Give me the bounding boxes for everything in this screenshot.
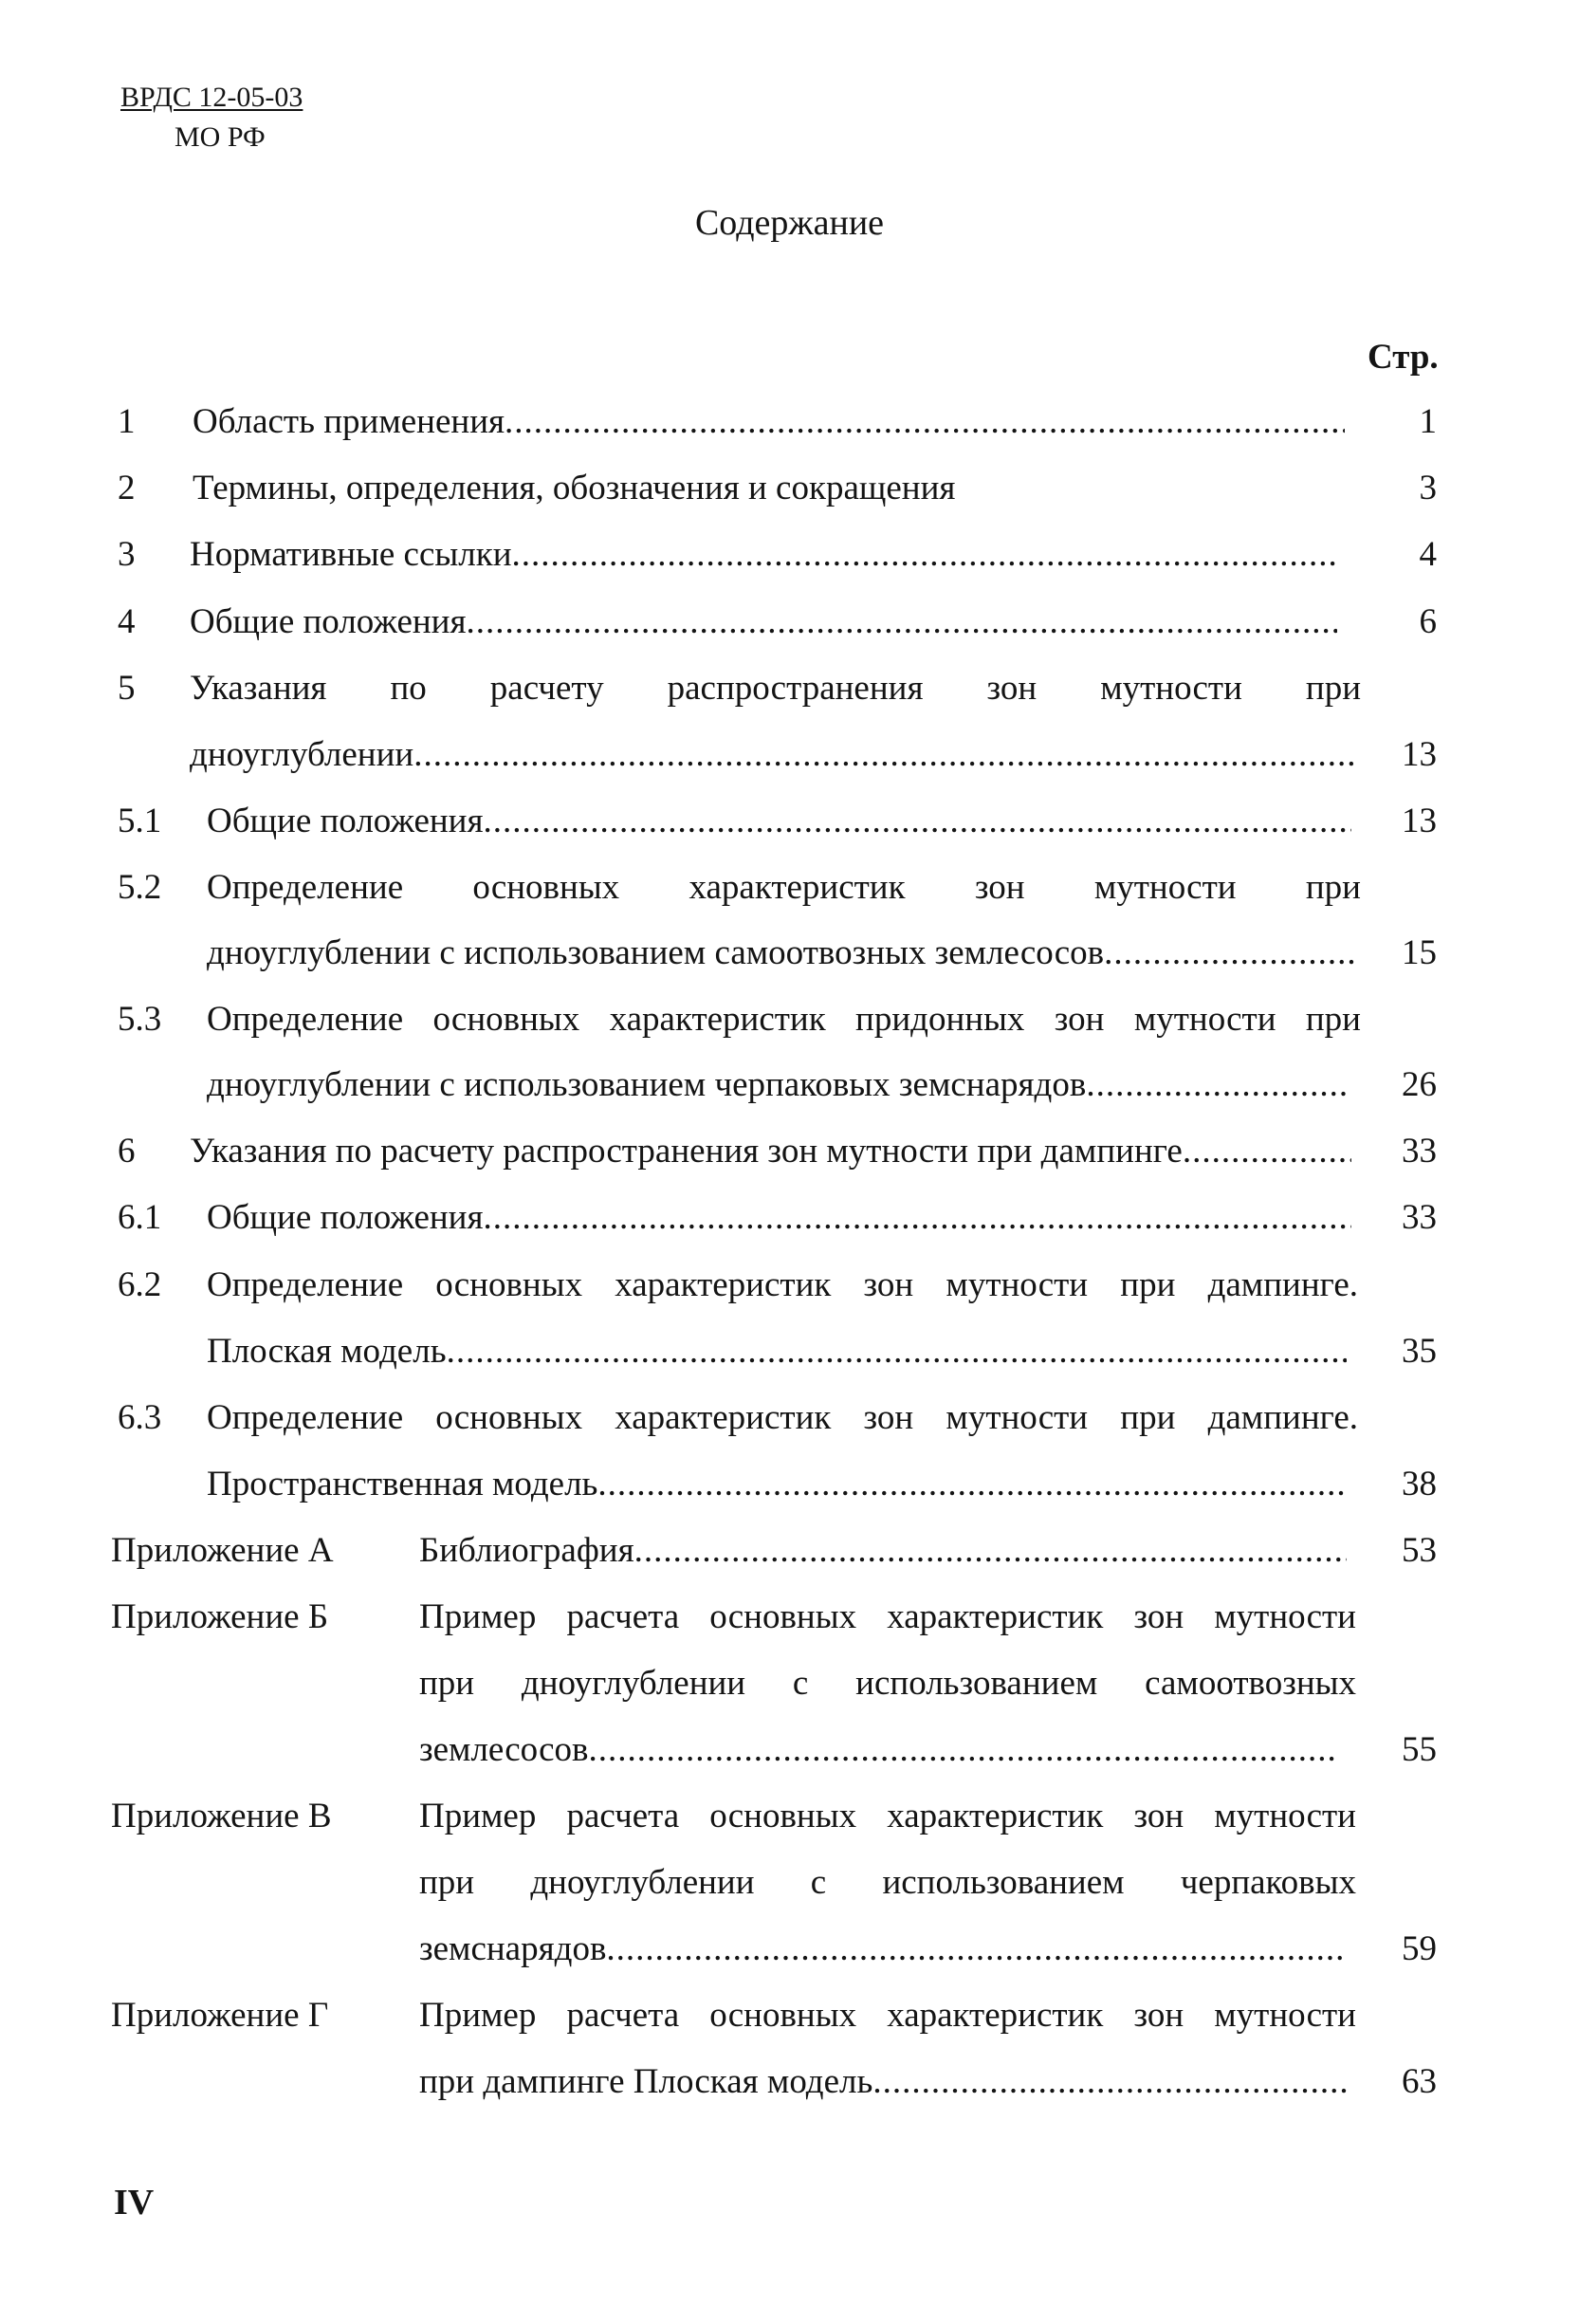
toc-entry-number: 4 [118, 602, 136, 641]
toc-entry [0, 2058, 1579, 2106]
toc-entry-title [207, 1061, 1347, 1109]
toc-dot-leader [413, 731, 1356, 779]
toc-entry-title [419, 1793, 1356, 1840]
toc-entry-text: дноуглублении с использованием самоотвозных землесосов [207, 933, 1105, 972]
toc-entry-text: Термины, определения, обозначения и сокращения [193, 469, 956, 507]
toc-entry [0, 665, 1579, 712]
toc-entry-text: дноуглублении с использованием черпаковых земснарядов [207, 1065, 1087, 1104]
toc-entry-word: придонных [855, 1000, 1025, 1039]
toc-entry-word: мутности [1214, 1597, 1356, 1636]
toc-entry-number: 5.3 [118, 1000, 162, 1039]
toc-entry-title [419, 1726, 1337, 1774]
toc-entry-title [207, 930, 1356, 977]
toc-entry-word: зон [1133, 1996, 1184, 2035]
toc-dot-leader [466, 599, 1337, 646]
toc-entry-page: 4 [1419, 535, 1437, 574]
toc-entry-title [207, 1461, 1347, 1508]
toc-entry-page: 53 [1402, 1531, 1437, 1570]
toc-entry-number: 2 [118, 469, 136, 507]
toc-entry [0, 1926, 1579, 1973]
toc-entry-page: 26 [1402, 1065, 1437, 1104]
toc-entry-text: Библиография [419, 1531, 634, 1570]
toc-entry [0, 531, 1579, 579]
toc-entry-number: Приложение Б [111, 1597, 329, 1636]
toc-entry [0, 1061, 1579, 1109]
document-code: ВРДС 12-05-03 [120, 82, 303, 113]
toc-entry-word: мутности [946, 1265, 1089, 1304]
toc-entry-word: Определение [207, 1265, 404, 1304]
toc-entry-word: с [810, 1863, 827, 1902]
toc-entry-number: Приложение Г [111, 1996, 329, 2035]
toc-entry-word: Определение [207, 868, 404, 907]
toc-entry [0, 1793, 1579, 1840]
toc-entry-title [419, 1594, 1356, 1641]
toc-entry-word: характеристик [887, 1597, 1104, 1636]
toc-dot-leader [505, 398, 1345, 446]
toc-entry-text: при дампинге Плоская модель [419, 2062, 873, 2101]
toc-entry-word: зон [1054, 1000, 1105, 1039]
toc-entry-word: дампинге. [1207, 1398, 1358, 1437]
toc-entry-word: дноуглублении [530, 1863, 755, 1902]
toc-entry-title [419, 1926, 1347, 1973]
toc-entry-title [193, 398, 1345, 446]
toc-entry-title [190, 731, 1356, 779]
toc-entry-word: Пример [419, 1996, 537, 2035]
toc-entry [0, 1660, 1579, 1707]
toc-entry-word: основных [709, 1797, 857, 1835]
toc-entry-word: основных [435, 1265, 583, 1304]
toc-entry-page: 3 [1419, 469, 1437, 507]
toc-entry-text: землесосов [419, 1730, 589, 1769]
toc-entry-word: основных [709, 1996, 857, 2035]
toc-entry-word: при [1305, 1000, 1361, 1039]
toc-entry [0, 398, 1579, 446]
toc-entry [0, 465, 1579, 512]
toc-entry-text: Общие положения [190, 602, 467, 641]
toc-entry-word: самоотвозных [1145, 1664, 1356, 1703]
toc-dot-leader [1104, 930, 1356, 977]
toc-entry-word: расчета [566, 1797, 680, 1835]
toc-entry [0, 1128, 1579, 1175]
toc-entry [0, 1262, 1579, 1309]
toc-entry-number: 6 [118, 1132, 136, 1171]
toc-entry-word: зон [1133, 1597, 1184, 1636]
toc-dot-leader [589, 1726, 1338, 1774]
toc-entry-text: земснарядов [419, 1929, 607, 1968]
toc-entry [0, 731, 1579, 779]
toc-entry-word: расчету [489, 669, 604, 708]
toc-entry-title [207, 798, 1351, 845]
toc-entry-word: дампинге. [1207, 1265, 1358, 1304]
toc-entry-title [190, 1128, 1351, 1175]
toc-entry-word: с [792, 1664, 809, 1703]
toc-entry-word: зон [863, 1398, 914, 1437]
toc-entry-page: 33 [1402, 1132, 1437, 1171]
toc-entry-word: характеристик [615, 1398, 832, 1437]
toc-entry-word: расчета [566, 1597, 680, 1636]
toc-entry-text: Указания по расчету распространения зон мутности при дампинге [190, 1132, 1183, 1171]
toc-entry-word: зон [986, 669, 1037, 708]
toc-entry-page: 33 [1402, 1198, 1437, 1237]
page-number: IV [114, 2183, 155, 2223]
toc-entry [0, 1328, 1579, 1375]
toc-entry [0, 1194, 1579, 1242]
toc-entry [0, 864, 1579, 912]
toc-dot-leader [872, 2058, 1347, 2106]
toc-dot-leader [483, 798, 1351, 845]
toc-entry-word: при [1120, 1398, 1176, 1437]
toc-entry-word: основных [709, 1597, 857, 1636]
toc-entry-word: зон [974, 868, 1025, 907]
toc-entry-word: характеристик [615, 1265, 832, 1304]
toc-entry-word: Указания [190, 669, 327, 708]
toc-entry-number: Приложение В [111, 1797, 332, 1835]
toc-entry-word: основных [435, 1398, 583, 1437]
toc-entry-page: 6 [1419, 602, 1437, 641]
toc-dot-leader [606, 1926, 1347, 1973]
toc-entry-word: зон [863, 1265, 914, 1304]
toc-entry-number: 6.3 [118, 1398, 162, 1437]
toc-entry-text: Пространственная модель [207, 1465, 598, 1503]
toc-entry-page: 55 [1402, 1730, 1437, 1769]
toc-entry [0, 1992, 1579, 2039]
toc-entry-word: основных [432, 1000, 580, 1039]
toc-entry-title [193, 465, 1345, 512]
toc-dot-leader [512, 531, 1337, 579]
toc-entry-title [419, 1859, 1356, 1907]
toc-entry-word: мутности [1093, 868, 1237, 907]
toc-entry-title [207, 1328, 1347, 1375]
toc-entry-word: зон [1133, 1797, 1184, 1835]
toc-entry-word: мутности [1100, 669, 1242, 708]
toc-entry-page: 63 [1402, 2062, 1437, 2101]
page-column-header: Стр. [1368, 338, 1439, 377]
toc-entry [0, 1859, 1579, 1907]
toc-entry-page: 38 [1402, 1465, 1437, 1503]
toc-entry-text: Нормативные ссылки [190, 535, 512, 574]
toc-entry [0, 798, 1579, 845]
toc-entry-word: при [1120, 1265, 1176, 1304]
toc-entry-title [190, 599, 1337, 646]
toc-entry-word: характеристик [887, 1996, 1104, 2035]
toc-entry-word: распространения [667, 669, 924, 708]
toc-entry-title [419, 2058, 1347, 2106]
toc-entry-number: 5 [118, 669, 136, 708]
toc-entry-text: дноуглублении [190, 735, 414, 774]
toc-entry-word: расчета [566, 1996, 680, 2035]
toc-entry-word: мутности [946, 1398, 1089, 1437]
toc-entry-text: Общие положения [207, 1198, 484, 1237]
toc-entry-word: дноуглублении [521, 1664, 746, 1703]
toc-entry-title [207, 864, 1361, 912]
toc-entry-page: 13 [1402, 735, 1437, 774]
toc-entry-number: 1 [118, 402, 136, 441]
toc-entry-word: Пример [419, 1597, 537, 1636]
toc-entry-title [419, 1527, 1347, 1575]
toc-entry-page: 13 [1402, 802, 1437, 840]
toc-entry-number: 5.1 [118, 802, 162, 840]
toc-entry-word: мутности [1214, 1996, 1356, 2035]
toc-entry-number: 6.2 [118, 1265, 162, 1304]
toc-entry [0, 1461, 1579, 1508]
toc-entry-number: 6.1 [118, 1198, 162, 1237]
toc-entry-word: использованием [882, 1863, 1125, 1902]
toc-entry-title [419, 1992, 1356, 2039]
toc-entry-page: 15 [1402, 933, 1437, 972]
toc-entry-word: характеристик [609, 1000, 826, 1039]
toc-entry-title [207, 1394, 1358, 1442]
toc-entry-word: характеристик [689, 868, 906, 907]
toc-entry-page: 59 [1402, 1929, 1437, 1968]
toc-entry-title [419, 1660, 1356, 1707]
toc-entry [0, 996, 1579, 1043]
toc-entry-word: по [390, 669, 427, 708]
toc-entry-text: Общие положения [207, 802, 484, 840]
toc-entry-title [207, 1262, 1358, 1309]
toc-entry [0, 1394, 1579, 1442]
toc-entry-text: Область применения [193, 402, 505, 441]
toc-entry-word: использованием [855, 1664, 1098, 1703]
toc-entry-word: Определение [207, 1000, 404, 1039]
toc-entry [0, 930, 1579, 977]
toc-entry-number: 3 [118, 535, 136, 574]
toc-dot-leader [1183, 1128, 1351, 1175]
toc-entry-title [207, 996, 1361, 1043]
organization-label: МО РФ [174, 121, 266, 153]
toc-entry-word: мутности [1214, 1797, 1356, 1835]
toc-dot-leader [634, 1527, 1347, 1575]
toc-entry-title [190, 531, 1337, 579]
toc-entry-number: Приложение А [111, 1531, 334, 1570]
toc-entry-page: 1 [1419, 402, 1437, 441]
toc-entry-text: Плоская модель [207, 1332, 447, 1371]
toc-entry [0, 1726, 1579, 1774]
toc-entry [0, 1594, 1579, 1641]
toc-entry [0, 599, 1579, 646]
toc-entry-word: при [1305, 868, 1361, 907]
toc-entry-number: 5.2 [118, 868, 162, 907]
toc-entry-word: мутности [1133, 1000, 1276, 1039]
toc-entry-word: характеристик [887, 1797, 1104, 1835]
toc-entry-word: Пример [419, 1797, 537, 1835]
toc-entry-title [207, 1194, 1351, 1242]
page-title: Содержание [694, 203, 885, 243]
toc-dot-leader [447, 1328, 1347, 1375]
toc-entry-word: основных [472, 868, 620, 907]
toc-entry-word: черпаковых [1180, 1863, 1356, 1902]
toc-dot-leader [597, 1461, 1347, 1508]
toc-entry-word: Определение [207, 1398, 404, 1437]
toc-entry-word: при [1305, 669, 1361, 708]
toc-entry [0, 1527, 1579, 1575]
toc-entry-word: при [419, 1664, 475, 1703]
toc-dot-leader [1086, 1061, 1347, 1109]
toc-entry-title [190, 665, 1361, 712]
toc-entry-word: при [419, 1863, 475, 1902]
toc-dot-leader [483, 1194, 1351, 1242]
toc-entry-page: 35 [1402, 1332, 1437, 1371]
